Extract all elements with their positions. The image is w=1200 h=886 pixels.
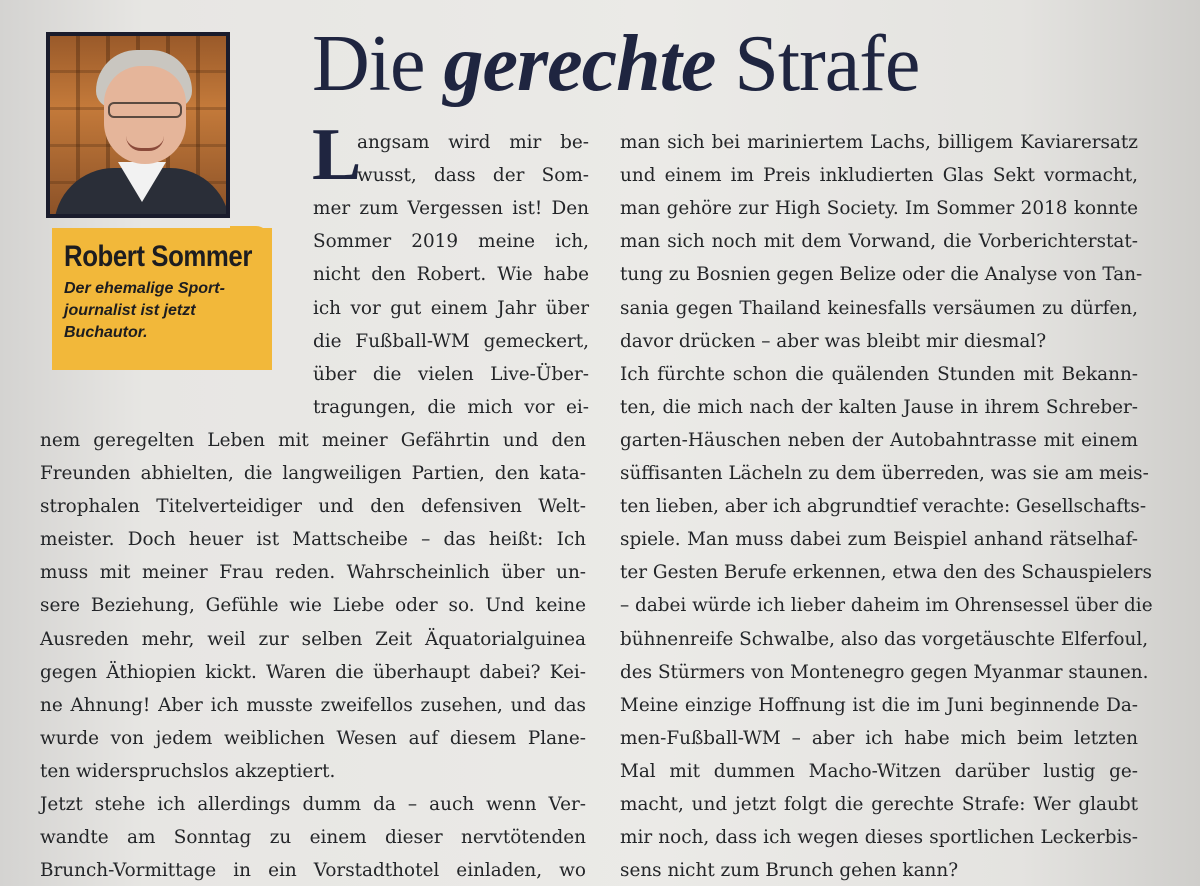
article-line: Jetzt stehe ich allerdings dumm da – auch wenn Ver-	[40, 794, 586, 815]
article-line: – dabei würde ich lieber daheim im Ohrensessel über die	[620, 595, 1153, 617]
drop-cap: L	[312, 114, 362, 196]
article-line: mer zum Vergessen ist! Den	[313, 198, 589, 220]
article-line: bühnenreife Schwalbe, also das vorgetäuschte Elferfoul,	[620, 628, 1149, 650]
article-line: mir noch, dass ich wegen dieses sportlichen Leckerbis-	[620, 827, 1138, 849]
article-line: macht, und jetzt folgt die gerechte Strafe: Wer glaubt	[620, 794, 1138, 815]
article-line: sens nicht zum Brunch gehen kann?	[620, 860, 959, 882]
article-line: man gehöre zur High Society. Im Sommer 2018 konnte	[620, 198, 1138, 220]
article-line: angsam wird mir be-	[357, 132, 589, 153]
article-line: ten lieben, aber ich abgrundtief verachte: Gesellschafts-	[620, 496, 1147, 518]
article-line: Mal mit dummen Macho-Witzen darüber lustig ge-	[620, 760, 1138, 782]
article-line: man sich noch mit dem Vorwand, die Vorberichterstat-	[620, 231, 1138, 253]
author-name: Robert Sommer	[64, 240, 252, 273]
article-line: Brunch-Vormittage in ein Vorstadthotel einladen, wo	[40, 860, 586, 882]
headline-part-2: Strafe	[715, 20, 920, 108]
article-line: die Fußball-WM gemeckert,	[313, 330, 589, 352]
author-bio-box	[52, 228, 272, 370]
article-line: gegen Äthiopien kickt. Waren die überhaupt dabei? Kei-	[40, 661, 586, 683]
article-line: Ich fürchte schon die quälenden Stunden mit Bekann-	[620, 363, 1138, 385]
article-line: Sommer 2019 meine ich,	[313, 231, 589, 253]
article-line: wurde von jedem weiblichen Wesen auf diesem Plane-	[40, 727, 586, 749]
article-line: über die vielen Live-Über-	[313, 363, 589, 385]
article-line: ne Ahnung! Aber ich musste zweifellos zusehen, und das	[40, 694, 586, 716]
article-line: süffisanten Lächeln zu dem überreden, was sie am meis-	[620, 463, 1149, 484]
article-line: ten widerspruchslos akzeptiert.	[40, 760, 336, 782]
article-line: nem geregelten Leben mit meiner Gefährtin und den	[40, 429, 586, 451]
article-line: wandte am Sonntag zu einem dieser nervtötenden	[40, 827, 586, 849]
photo-glasses	[108, 102, 182, 118]
article-line: und einem im Preis inkludierten Glas Sekt vormacht,	[620, 165, 1138, 187]
article-line: tung zu Bosnien gegen Belize oder die Analyse von Tan-	[620, 264, 1143, 286]
article-line: strophalen Titelverteidiger und den defensiven Welt-	[40, 496, 586, 518]
article-line: Freunden abhielten, die langweiligen Partien, den kata-	[40, 463, 586, 484]
article-line: wusst, dass der Som-	[357, 165, 589, 187]
headline-part-1: Die	[312, 20, 444, 108]
article-line: sania gegen Thailand keinesfalls versäumen zu dürfen,	[620, 297, 1138, 319]
headline-emphasis: gerechte	[443, 20, 716, 108]
article-line: ter Gesten Berufe erkennen, etwa den des Schauspielers	[620, 562, 1152, 584]
author-bio: Der ehemalige Sport- journalist ist jetzt Buchautor.	[64, 280, 225, 341]
author-photo	[46, 32, 230, 218]
article-line: nicht den Robert. Wie habe	[313, 264, 589, 286]
article-line: des Stürmers von Montenegro gegen Myanmar staunen.	[620, 661, 1149, 683]
article-line: meister. Doch heuer ist Mattscheibe – das heißt: Ich	[40, 529, 586, 551]
article-line: Meine einzige Hoffnung ist die im Juni beginnende Da-	[620, 694, 1138, 716]
article-line: davor drücken – aber was bleibt mir diesmal?	[620, 330, 1047, 352]
article-line: sere Beziehung, Gefühle wie Liebe oder so. Und keine	[40, 595, 586, 617]
article-line: muss mit meiner Frau reden. Wahrscheinlich über un-	[40, 562, 586, 584]
article-line: spiele. Man muss dabei zum Beispiel anhand rätselhaf-	[620, 529, 1138, 551]
article-line: Ausreden mehr, weil zur selben Zeit Äquatorialguinea	[40, 628, 586, 650]
article-line: men-Fußball-WM – aber ich habe mich beim letzten	[620, 727, 1138, 749]
article-line: ten, die mich nach der kalten Jause in ihrem Schreber-	[620, 396, 1138, 418]
article-line: garten-Häuschen neben der Autobahntrasse mit einem	[620, 429, 1138, 451]
article-line: tragungen, die mich vor ei-	[313, 396, 589, 418]
article-line: man sich bei mariniertem Lachs, billigem Kaviarersatz	[620, 132, 1138, 153]
headline	[312, 22, 919, 106]
article-line: ich vor gut einem Jahr über	[313, 297, 589, 319]
